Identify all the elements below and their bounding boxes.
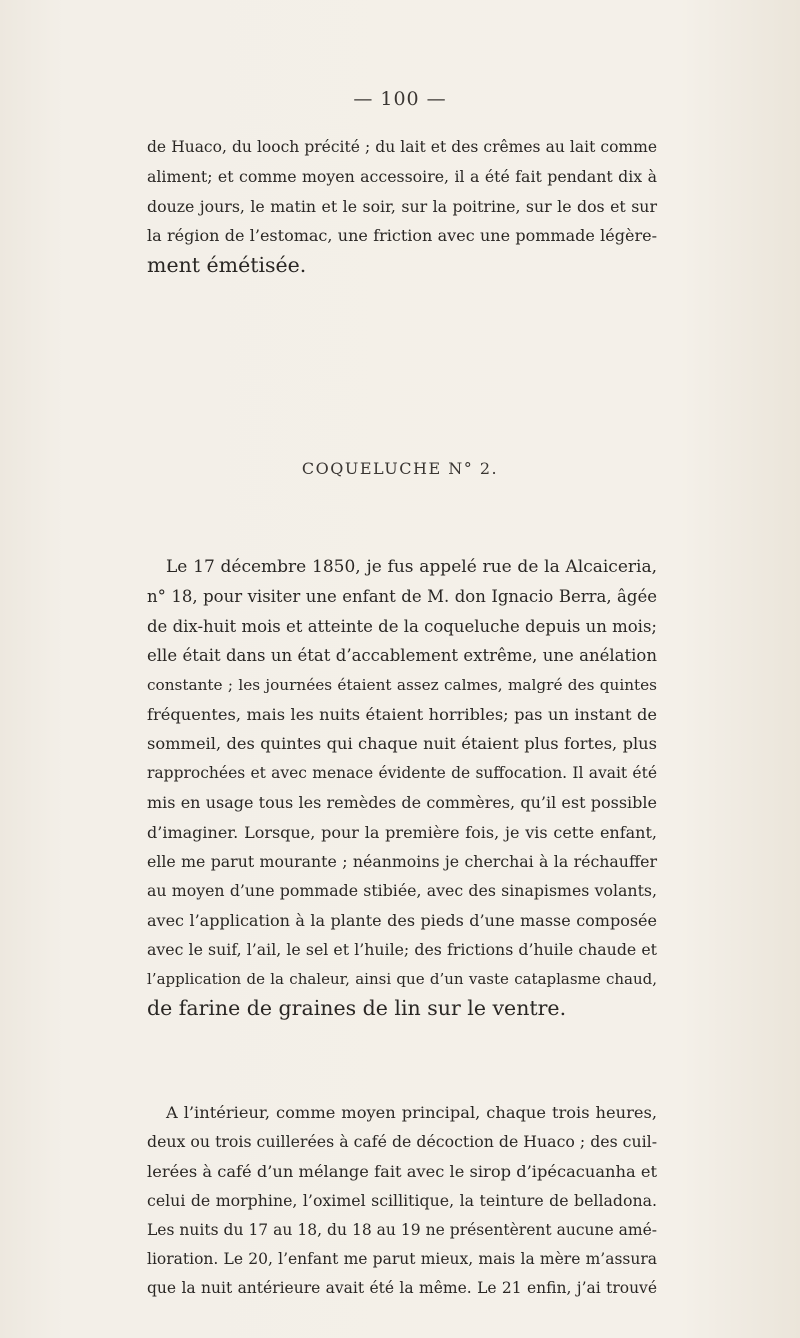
text-line: de dix-huit mois et atteinte de la coqueluche depuis un mois; xyxy=(147,616,657,636)
text-line: A l’intérieur, comme moyen principal, chaque trois heures, xyxy=(166,1103,657,1122)
text-line: que la nuit antérieure avait été la même. Le 21 enfin, j’ai trouvé xyxy=(147,1279,657,1298)
text-line: fréquentes, mais les nuits étaient horribles; pas un instant de xyxy=(147,705,657,725)
text-line: la région de l’estomac, une friction avec une pommade légère- xyxy=(147,226,657,246)
text-line: ment émétisée. xyxy=(147,252,307,277)
text-line: celui de morphine, l’oximel scillitique, la teinture de belladona. xyxy=(147,1191,657,1211)
page-number: — 100 — xyxy=(353,88,447,110)
paragraph-1 xyxy=(147,133,657,280)
text-line: Les nuits du 17 au 18, du 18 au 19 ne présentèrent aucune amé- xyxy=(147,1220,657,1239)
text-line: avec l’application à la plante des pieds d’une masse composée xyxy=(147,910,657,930)
text-line: l’application de la chaleur, ainsi que d’un vaste cataplasme chaud, xyxy=(147,969,657,988)
text-line: de Huaco, du looch précité ; du lait et des crêmes au lait comme xyxy=(147,138,657,156)
paragraph-3 xyxy=(147,1098,657,1304)
text-line: Le 17 décembre 1850, je fus appelé rue de la Alcaiceria, xyxy=(166,557,657,577)
text-line: de farine de graines de lin sur le ventre. xyxy=(147,996,567,1021)
text-line: lerées à café d’un mélange fait avec le sirop d’ipécacuanha et xyxy=(147,1161,657,1181)
text-line: elle me parut mourante ; néanmoins je cherchai à la réchauffer xyxy=(147,852,657,872)
text-line: mis en usage tous les remèdes de commères, qu’il est possible xyxy=(147,793,657,813)
text-line: au moyen d’une pommade stibiée, avec des sinapismes volants, xyxy=(147,881,657,901)
text-line: sommeil, des quintes qui chaque nuit étaient plus fortes, plus xyxy=(147,734,657,754)
text-line: elle était dans un état d’accablement extrême, une anélation xyxy=(147,646,657,666)
text-line: n° 18, pour visiter une enfant de M. don Ignacio Berra, âgée xyxy=(147,587,657,607)
text-line: deux ou trois cuillerées à café de décoction de Huaco ; des cuil- xyxy=(147,1132,658,1152)
paragraph-2 xyxy=(147,553,657,1024)
text-line: avec le suif, l’ail, le sel et l’huile; des frictions d’huile chaude et xyxy=(147,940,657,960)
text-line: douze jours, le matin et le soir, sur la poitrine, sur le dos et sur xyxy=(147,196,657,216)
text-line: constante ; les journées étaient assez calmes, malgré des quintes xyxy=(147,675,657,694)
text-line: d’imaginer. Lorsque, pour la première fois, je vis cette enfant, xyxy=(147,822,657,842)
text-line: lioration. Le 20, l’enfant me parut mieux, mais la mère m’assura xyxy=(147,1250,657,1269)
text-line: aliment; et comme moyen accessoire, il a été fait pendant dix à xyxy=(147,167,657,187)
section-heading: COQUELUCHE N° 2. xyxy=(301,459,499,478)
text-line: rapprochées et avec menace évidente de suffocation. Il avait été xyxy=(147,763,657,782)
